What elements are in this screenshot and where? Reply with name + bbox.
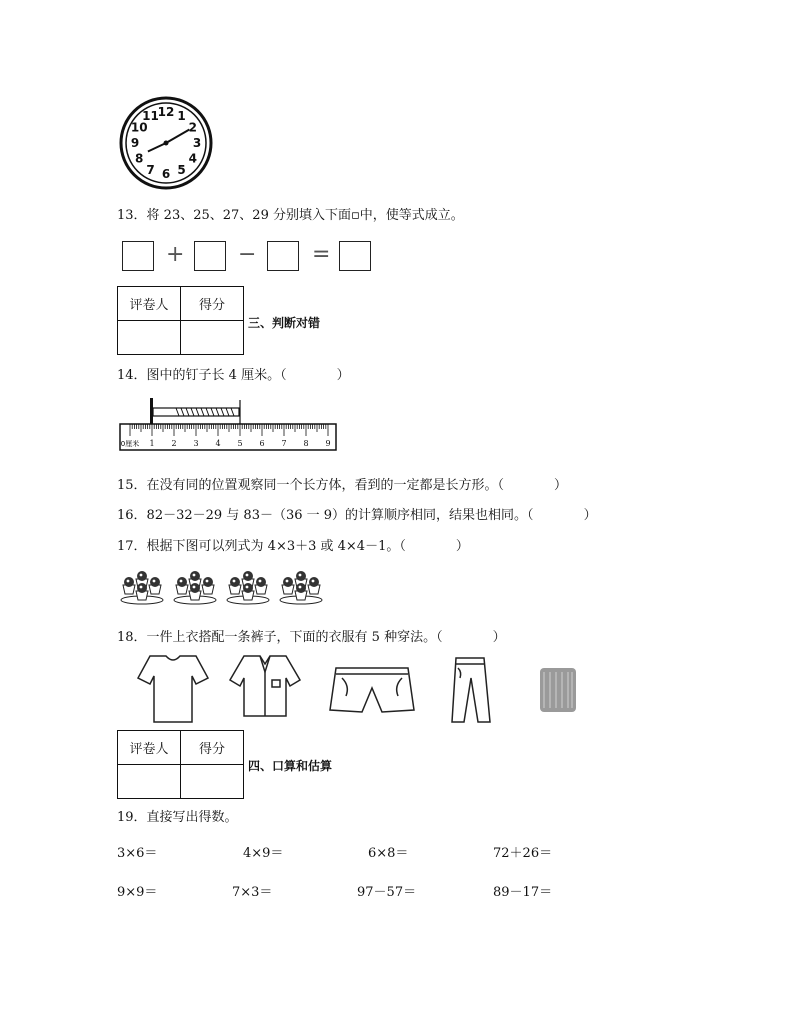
cupcake-group xyxy=(280,571,322,604)
reviewer-cell[interactable] xyxy=(118,321,181,355)
close-paren: ） xyxy=(554,478,568,493)
shorts-icon xyxy=(330,668,414,712)
calc-item: 89－17＝ xyxy=(493,885,553,900)
ruler-label: 6 xyxy=(259,439,265,448)
plus-sign: + xyxy=(166,242,185,267)
ruler-nail-image xyxy=(116,396,340,454)
calc-item: 7×3＝ xyxy=(232,885,273,900)
skirt-icon xyxy=(540,668,576,712)
ruler-label: 8 xyxy=(303,439,309,448)
t-shirt-icon xyxy=(138,656,208,722)
calc-item: 3×6＝ xyxy=(117,846,158,861)
close-paren: ） xyxy=(583,508,597,523)
question-19: 19．直接写出得数。 xyxy=(117,810,238,825)
clock-numeral: 12 xyxy=(157,105,175,119)
shirt-icon xyxy=(230,656,300,716)
ruler-label: 5 xyxy=(237,439,243,448)
clock-numeral: 10 xyxy=(130,120,148,135)
blank-box-3[interactable] xyxy=(267,241,299,271)
question-15-text: 15．在没有同的位置观察同一个长方体，看到的一定都是长方形。（ xyxy=(117,478,505,493)
clock-numeral: 4 xyxy=(188,151,197,166)
ruler-label: 1 xyxy=(149,439,155,448)
calc-item: 9×9＝ xyxy=(117,885,158,900)
question-13: 13．将 23、25、27、29 分别填入下面▫中，使等式成立。 xyxy=(117,208,464,223)
cupcake-groups-image xyxy=(120,566,330,606)
clock-numeral: 11 xyxy=(142,109,159,124)
ruler-zero-label: 0厘米 xyxy=(120,440,140,448)
ruler-label: 2 xyxy=(171,439,177,448)
question-16-text: 16．82－32－29 与 83－（36 一 9）的计算顺序相同，结果也相同。（ xyxy=(117,508,534,523)
score-table-score-header: 得分 xyxy=(181,287,244,321)
cupcake-group xyxy=(174,571,216,604)
section-4-title: 四、口算和估算 xyxy=(248,759,333,773)
equals-sign: = xyxy=(312,242,331,267)
blank-box-2[interactable] xyxy=(194,241,226,271)
minus-sign: − xyxy=(238,242,257,267)
cupcake-group xyxy=(121,571,163,604)
reviewer-cell[interactable] xyxy=(118,765,181,799)
question-17-text: 17．根据下图可以列式为 4×3＋3 或 4×4－1。（ xyxy=(117,539,406,554)
ruler-label: 3 xyxy=(193,439,199,448)
clock-numeral: 8 xyxy=(135,151,144,166)
question-18-text: 18．一件上衣搭配一条裤子，下面的衣服有 5 种穿法。（ xyxy=(117,630,443,645)
ruler-label: 4 xyxy=(215,439,221,448)
close-paren: ） xyxy=(492,630,506,645)
clock-numeral: 9 xyxy=(130,136,140,150)
clock-numeral: 5 xyxy=(177,162,186,177)
question-14-text: 14．图中的钉子长 4 厘米。（ xyxy=(117,368,287,383)
calc-item: 6×8＝ xyxy=(368,846,409,861)
question-16 xyxy=(117,504,597,523)
calc-item: 72＋26＝ xyxy=(493,846,553,861)
close-paren: ） xyxy=(336,368,350,383)
question-15 xyxy=(117,474,567,493)
cupcake-group xyxy=(227,571,269,604)
clock-numeral: 3 xyxy=(192,136,202,150)
section-3-title: 三、判断对错 xyxy=(248,316,321,330)
clothes-image xyxy=(120,652,590,726)
blank-box-4[interactable] xyxy=(339,241,371,271)
clock-numeral: 2 xyxy=(188,120,197,135)
calc-item: 4×9＝ xyxy=(243,846,284,861)
score-table-1 xyxy=(117,286,244,355)
score-table-2 xyxy=(117,730,244,799)
calc-item: 97－57＝ xyxy=(357,885,417,900)
score-table-score-header: 得分 xyxy=(181,731,244,765)
score-table-reviewer-header: 评卷人 xyxy=(118,731,181,765)
close-paren: ） xyxy=(455,539,469,554)
question-18 xyxy=(117,626,506,645)
ruler-label: 7 xyxy=(281,439,287,448)
clock-numeral: 6 xyxy=(161,167,171,181)
blank-box-1[interactable] xyxy=(122,241,154,271)
question-14 xyxy=(117,364,350,383)
clock-numeral: 7 xyxy=(146,162,155,177)
score-cell[interactable] xyxy=(181,321,244,355)
clock-image xyxy=(118,96,214,190)
score-cell[interactable] xyxy=(181,765,244,799)
clock-numeral: 1 xyxy=(177,109,186,124)
trousers-icon xyxy=(452,658,490,722)
question-17 xyxy=(117,535,469,554)
score-table-reviewer-header: 评卷人 xyxy=(118,287,181,321)
ruler-label: 9 xyxy=(325,439,331,448)
